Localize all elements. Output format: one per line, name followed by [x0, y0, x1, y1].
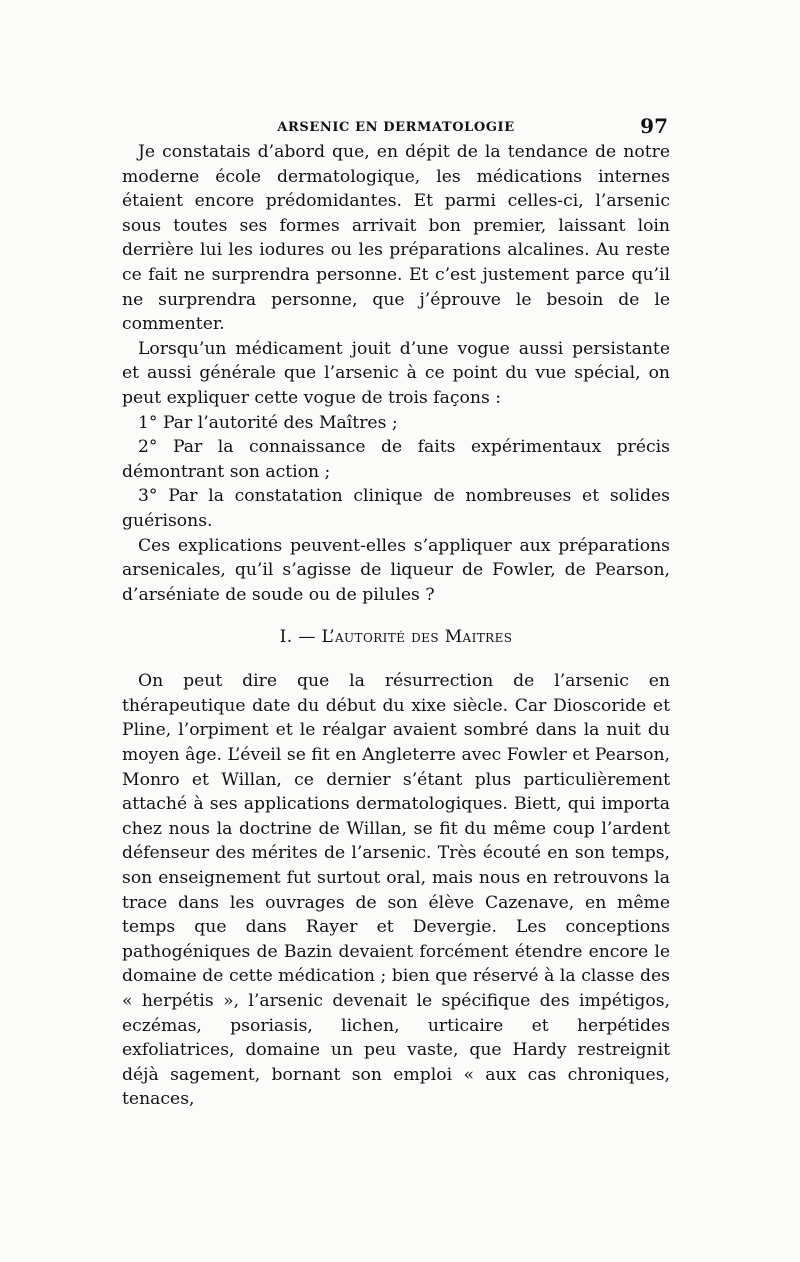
list-item-experimental: 2° Par la connaissance de faits expérimentaux précis démontrant son action ;	[122, 437, 670, 482]
section-heading-text: I. — L’autorité des Maitres	[279, 627, 513, 648]
section-heading	[122, 625, 670, 649]
running-title: ARSENIC EN DERMATOLOGIE	[277, 120, 515, 135]
paragraph-intro: Je constatais d’abord que, en dépit de la tendance de notre moderne école dermatologique, les médications internes étaient encore prédomidantes. Et parmi celles-ci, l’arsenic sous toutes ses formes arrivait bon premier, laissant loin derrière lui les iodures ou les préparations alcalines. Au reste ce fait ne surprendra personne. Et c’est justement parce qu’il ne surprendra personne, que j’éprouve le besoin de le commenter.	[122, 142, 670, 335]
list-item-authority: 1° Par l’autorité des Maîtres ;	[138, 412, 398, 433]
list-item-clinical: 3° Par la constatation clinique de nombreuses et solides guérisons.	[122, 486, 670, 531]
paragraph-vogue: Lorsqu’un médicament jouit d’une vogue aussi persistante et aussi générale que l’arsenic à ce point du vue spécial, on peut expliquer cette vogue de trois façons :	[122, 338, 670, 408]
paragraph-explications: Ces explications peuvent-elles s’appliquer aux préparations arsenicales, qu’il s’agisse de liqueur de Fowler, de Pearson, d’arséniate de soude ou de pilules ?	[122, 535, 670, 605]
page-number: 97	[640, 114, 668, 138]
book-page	[122, 106, 670, 1112]
paragraph-history: On peut dire que la résurrection de l’arsenic en thérapeutique date du début du xixe siècle. Car Dioscoride et Pline, l’orpiment et le réalgar avaient sombré dans la nuit du moyen âge. L’éveil se fit en Angleterre avec Fowler et Pearson, Monro et Willan, ce dernier s’étant plus particulièrement attaché à ses applications dermatologiques. Biett, qui importa chez nous la doctrine de Willan, se fit du même coup l’ardent défenseur des mérites de l’arsenic. Très écouté en son temps, son enseignement fut surtout oral, mais nous en retrouvons la trace dans les ouvrages de son élève Cazenave, en même temps que dans Rayer et Devergie. Les conceptions pathogéniques de Bazin devaient forcément étendre encore le domaine de cette médication ; bien que réservé à la classe des « herpétis », l’arsenic devenait le spécifique des impétigos, eczémas, psoriasis, lichen, urticaire et herpétides exfoliatrices, domaine un peu vaste, que Hardy restreignit déjà sagement, bornant son emploi « aux cas chroniques, tenaces,	[122, 671, 670, 1110]
running-head	[122, 106, 670, 140]
